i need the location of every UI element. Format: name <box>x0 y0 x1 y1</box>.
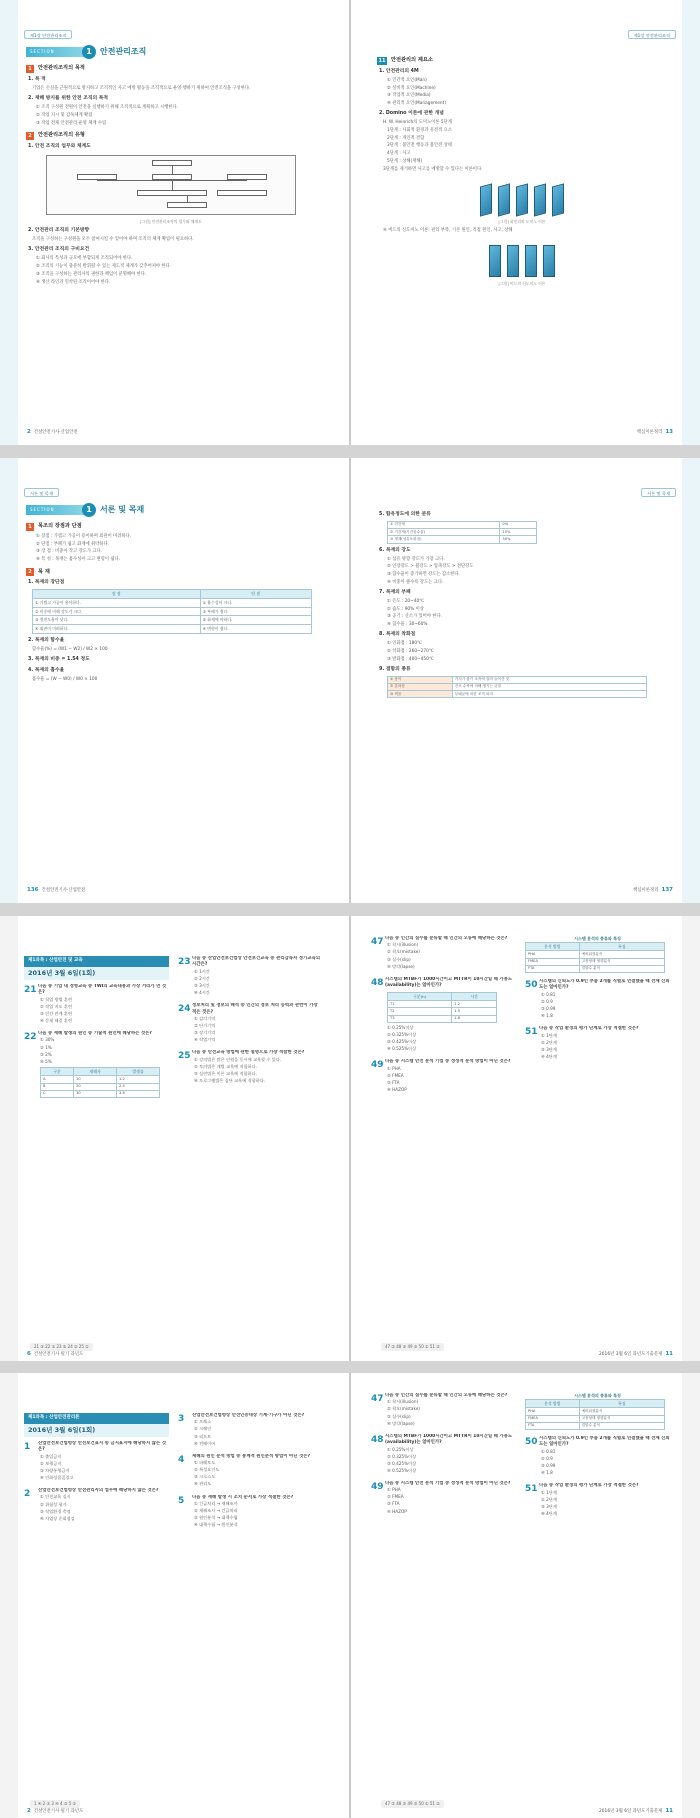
option[interactable]: ② 크레인 <box>194 1426 212 1432</box>
option[interactable]: ③ 실연법은 이론 교육에 적합하다. <box>194 1070 257 1076</box>
paragraph: H. W. Heinrich의 도미노이론 5단계 <box>383 120 452 126</box>
spread-4 <box>0 1373 700 1818</box>
side-table: 분석 방법 특징 PHA 예비위험분석 FMEA 고장형태 영향분석 FTA 결함수 분석 <box>525 942 665 973</box>
subheading: 2. Domino 이론에 관한 개념 <box>379 111 444 117</box>
section-header <box>26 45 316 59</box>
formula: 흡수율 = (W − W0) / W0 × 100 <box>32 676 98 682</box>
list-item: ③ 작업 전체 안전관리 운영 체계 수립 <box>36 120 107 126</box>
spread-separator <box>0 445 700 458</box>
question-text: 다음 중 시스템 안전 분석 기법 중 정성적 분석 방법이 아닌 것은? <box>385 1059 511 1065</box>
option[interactable]: ③ 작업환경 측정 <box>40 1508 71 1514</box>
option[interactable]: ② FMEA <box>387 1494 404 1500</box>
figure-caption: [그림] 버드의 신도미노 이론 <box>498 280 546 286</box>
option[interactable]: ② 0.9 <box>541 998 553 1004</box>
spread-2 <box>0 458 700 903</box>
subheading: 9. 결함의 종류 <box>379 666 411 672</box>
side-strip <box>682 916 700 1361</box>
question-number: 1 <box>24 1441 31 1452</box>
list-item: ③ 함수율이 증가하면 강도는 감소한다. <box>387 571 460 577</box>
subheading: 6. 목재의 강도 <box>379 547 411 553</box>
pros-cons-table: 장 점 단 점 ① 가볍고 가공이 용이하다. ① 흡수성이 크다. ② 비중에 비해 강도가 크다. ② 부패가 쉽다. ③ 열전도율이 낮다. ③ 화재에 약하다. ④ 외관이 미려하다. ④ 변형이 쉽다. <box>32 589 312 633</box>
section-title: 서론 및 목재 <box>100 505 145 515</box>
page-number: 136 <box>27 887 39 894</box>
paragraph: 조직을 구성하는 구성원을 모두 참여시킬 수 있어야 하며 조직의 체계 확립이 필요하다. <box>32 237 194 243</box>
option[interactable]: ① 안전교육 실시 <box>40 1494 71 1500</box>
option[interactable]: ② 2단계 <box>541 1496 557 1502</box>
section-number: 1 <box>82 503 96 517</box>
list-item: ② 조직의 기능이 충분히 발휘될 수 있는 제도적 체계가 갖추어져야 한다. <box>36 264 172 270</box>
figure-caption: [그림] 안전관리조직의 업무와 체계도 <box>140 218 202 224</box>
question-text: 산업안전보건법령상 안전관리자의 업무에 해당하지 않는 것은? <box>38 1488 159 1494</box>
heading: 11 안전관리의 제요소 <box>378 57 433 64</box>
question <box>24 1031 169 1098</box>
option[interactable]: ④ 컨베이어 <box>194 1440 216 1446</box>
side-strip <box>682 1373 700 1818</box>
option[interactable]: ② FMEA <box>387 1072 404 1078</box>
question-number: 23 <box>178 957 191 967</box>
option[interactable]: ④ 대책수립 → 원인분석 <box>194 1522 238 1528</box>
option[interactable]: ② 토의법은 개별 교육에 적합하다. <box>194 1063 257 1069</box>
option[interactable]: ③ FTA <box>387 1501 400 1507</box>
question-number: 47 <box>371 937 384 947</box>
side-table: 분석 방법 특징 PHA 예비위험분석 FMEA 고장형태 영향분석 FTA 결함수 분석 <box>525 1399 665 1430</box>
page-footer: 2 건설안전기사·산업안전 <box>27 429 78 436</box>
side-strip <box>0 1373 18 1818</box>
page-content <box>377 52 667 290</box>
list-item: ① 온도 : 20~40℃ <box>387 598 425 604</box>
option[interactable]: ② 0.325%이상 <box>387 1031 417 1037</box>
answer-key: 47 ② 48 ③ 49 ③ 50 ① 51 ② <box>381 1343 444 1351</box>
list-item: 4단계 : 사고 <box>387 151 411 157</box>
question-text: 다음 중 안전교육 방법에 관한 설명으로 가장 적합한 것은? <box>192 1050 305 1056</box>
option[interactable]: ① 착시(illusion) <box>387 942 419 948</box>
question-text: 시스템의 신뢰도가 0.9인 부품 2개를 직렬로 연결했을 때 전체 신뢰도는 얼마인가? <box>539 979 670 991</box>
page-11 <box>351 916 700 1361</box>
option[interactable]: ① 1단계 <box>541 1489 557 1495</box>
spread-1 <box>0 0 700 445</box>
question-text: 다음 중 산업안전보건법상 안전보건교육 중 관리감독자 정기교육의 시간은? <box>192 956 320 968</box>
option[interactable]: ① 출입금지 <box>40 1453 62 1459</box>
question <box>178 956 323 997</box>
subheading: 5. 함유정도에 의한 분류 <box>379 512 431 517</box>
option[interactable]: ③ 리프트 <box>194 1433 212 1439</box>
question-number: 51 <box>525 1484 538 1495</box>
section-title: 안전관리조직 <box>100 47 147 57</box>
question-text: 다음 중 작업 환경의 평가 단계로 가장 적절한 것은? <box>539 1026 639 1032</box>
question-text: 다음 중 재해 발생 시 조치 순서로 가장 적절한 것은? <box>192 1494 294 1500</box>
option[interactable]: ③ 크로스도 <box>194 1474 216 1480</box>
question-column-2 <box>178 956 323 1091</box>
option[interactable]: ④ 4시간 <box>194 990 210 996</box>
subheading: 3. 목재의 비중 = 1.54 정도 <box>28 656 90 662</box>
list-item: ④ 함수율 : 30~60% <box>387 622 428 627</box>
question-number: 51 <box>525 1027 538 1038</box>
option[interactable]: ③ 0.99 <box>541 1463 556 1468</box>
page-2 <box>0 0 349 445</box>
page-13 <box>351 0 700 445</box>
list-item: ① 장점 : 가볍고 가공이 용이하며 외관이 미려하다. <box>36 534 132 539</box>
question-text: 산업안전보건법령상 안전보건표지 중 금지표지에 해당하지 않는 것은? <box>38 1440 166 1453</box>
subheading: 4. 목재의 흡수율 <box>28 667 65 673</box>
list-item: ④ 관리적 요인(Management) <box>387 101 446 107</box>
option[interactable]: ② 작업 지도 훈련 <box>40 1003 73 1009</box>
question-column-1 <box>371 936 516 1100</box>
list-item: ④ 생산 라인과 밀착된 조직이어야 한다. <box>36 279 111 285</box>
option[interactable]: ③ 0.99 <box>541 1006 556 1011</box>
option[interactable]: ② 착오(mistake) <box>387 949 420 955</box>
spread-separator <box>0 903 700 916</box>
page-number: 11 <box>665 1808 673 1815</box>
option[interactable]: ③ 3단계 <box>541 1046 557 1052</box>
page-content <box>377 508 667 702</box>
option[interactable]: ③ 장기기억 <box>194 1030 216 1036</box>
side-strip <box>0 0 18 445</box>
list-item: ③ 발화점 : 400~450℃ <box>387 656 434 662</box>
question-column-2 <box>525 1393 670 1524</box>
option[interactable]: ② 착오(mistake) <box>387 1406 420 1412</box>
org-chart-diagram <box>46 155 296 215</box>
question-table: 구분 재해자 발생률 A 10 1.2 B 20 2.4 C 30 3.6 <box>40 1067 160 1098</box>
option[interactable]: ① 0.25%이상 <box>387 1446 414 1452</box>
option[interactable]: ③ 0.425%이상 <box>387 1038 417 1044</box>
option[interactable]: ③ 인간 관계 훈련 <box>40 1010 73 1016</box>
question <box>525 1483 670 1518</box>
option[interactable]: ② 0.325%이상 <box>387 1453 417 1459</box>
page-number: 11 <box>665 1351 673 1358</box>
question-number: 4 <box>178 1454 185 1465</box>
list-item: 1단계 : 사회적 환경과 유전적 요소 <box>387 128 452 133</box>
question-number: 49 <box>371 1060 384 1071</box>
page-footer: 136 건설안전기사·산업안전 <box>27 887 86 894</box>
option[interactable]: ④ 사업장 순회점검 <box>40 1515 75 1521</box>
question <box>24 1441 169 1482</box>
subheading: 2. 안전관리 조직의 기본방향 <box>28 228 90 234</box>
option[interactable]: ④ HAZOP <box>387 1086 407 1092</box>
option[interactable]: ② 보행금지 <box>40 1460 62 1466</box>
option[interactable]: ① 파레토도 <box>194 1460 216 1466</box>
option[interactable]: ③ 3시간 <box>194 982 210 988</box>
question-text: 다음 중 시스템 안전 분석 기법 중 정성적 분석 방법이 아닌 것은? <box>385 1480 511 1486</box>
question-number: 22 <box>24 1032 37 1043</box>
question-text: 재해의 원인 분석 방법 중 통계적 원인분석 방법이 아닌 것은? <box>192 1453 311 1459</box>
question <box>371 1481 516 1516</box>
heading: 1 목조의 장점과 단점 <box>26 523 316 531</box>
page-footer: 핵심이론정리 13 <box>636 429 673 436</box>
list-item: ③ 장 점 : 비중이 작고 강도가 크다. <box>36 549 103 555</box>
page-6 <box>0 916 349 1361</box>
option[interactable]: ① 작업 방법 훈련 <box>40 996 73 1002</box>
question <box>371 1434 516 1475</box>
domino-figure-2 <box>377 239 667 277</box>
question-text: 산업안전보건법령상 안전인증대상 기계·기구가 아닌 것은? <box>192 1413 305 1418</box>
question <box>525 1026 670 1061</box>
question-text: 다음 중 기업 내 정형교육 중 TWI의 교육내용과 가장 거리가 먼 것은? <box>38 983 167 996</box>
question-number: 50 <box>525 980 538 991</box>
spread-3 <box>0 916 700 1361</box>
option[interactable]: ① 30% <box>40 1037 55 1043</box>
option[interactable]: ② 재해조사 → 긴급처리 <box>194 1507 238 1513</box>
list-item: ② 단점 : 부패가 쉽고 화재에 취약하다. <box>36 541 109 547</box>
subheading: 2. 재해 방지를 위한 안전 조직의 목적 <box>28 96 109 102</box>
question <box>178 1454 323 1489</box>
subheading: 7. 목재의 부패 <box>379 589 411 595</box>
option[interactable]: ④ 4단계 <box>541 1510 557 1516</box>
option[interactable]: ② 2단계 <box>541 1039 557 1045</box>
subheading: 1. 안전 조직의 업무와 체계도 <box>28 143 91 149</box>
exam-subject: 제1과목 : 산업안전 및 교육 <box>24 956 169 967</box>
question-text: 다음 중 인간의 실수를 분류할 때 인간의 오류에 해당하는 것은? <box>385 1393 508 1398</box>
question <box>178 1413 323 1448</box>
side-table-title: 시스템 분석의 종류와 특징 <box>574 936 621 941</box>
paragraph: 기업은 손실을 근원적으로 방지하고 조직적인 사고 예방 활동을 조직적으로 운영·행하기 위하여 안전조직을 구성한다. <box>32 85 251 91</box>
option[interactable]: ② 단기기억 <box>194 1022 216 1028</box>
option[interactable]: ④ HAZOP <box>387 1508 407 1514</box>
moisture-table: ① 전건재 0% ② 기건재(기건함수율) 15% ③ 생재(섬유포화점) 30% <box>387 521 537 544</box>
paragraph: 3단계를 제거하면 사고를 예방할 수 있다는 이론이다. <box>383 166 483 172</box>
side-table-title: 시스템 분석의 종류와 특징 <box>574 1393 621 1398</box>
subheading: 1. 목재의 장단점 <box>28 580 65 586</box>
option[interactable]: ② 2시간 <box>194 975 210 981</box>
question <box>178 1495 323 1530</box>
exam-date: 2016년 3월 6일(1회) <box>24 1424 169 1437</box>
question-column-2 <box>178 1413 323 1535</box>
list-item: ② 착화점 : 260~270℃ <box>387 648 434 654</box>
domino-figure <box>377 177 667 215</box>
option[interactable]: ② 1% <box>40 1044 52 1050</box>
list-item: 3단계 : 불안전 행동과 불안전 상태 <box>387 143 452 149</box>
question-text: 다음 중 재해 발생의 원인 중 기술적 원인에 해당하는 것은? <box>38 1031 152 1037</box>
page-11b <box>351 1373 700 1818</box>
subheading: 2. 목재의 함수율 <box>28 637 65 643</box>
subheading: 3. 안전관리 조직의 구비요건 <box>28 247 90 253</box>
question-column-1 <box>24 956 169 1104</box>
question-number: 25 <box>178 1051 191 1062</box>
question-number: 47 <box>371 1394 384 1404</box>
option[interactable]: ① 0.25%이상 <box>387 1024 414 1030</box>
list-item: ① 섬유 방향 강도가 가장 크다. <box>387 556 445 562</box>
option[interactable]: ② 위험성 평가 <box>40 1501 67 1507</box>
option[interactable]: ④ 1.8 <box>541 1470 553 1476</box>
option[interactable]: ③ FTA <box>387 1079 400 1085</box>
option[interactable]: ④ 인화성물질경고 <box>40 1474 74 1480</box>
question <box>371 936 516 971</box>
page-number: 13 <box>665 429 673 436</box>
page-footer: 2016년 3월 6일 과년도기출문제 11 <box>598 1351 673 1358</box>
question <box>24 1488 169 1523</box>
option[interactable]: ④ 0.525%이상 <box>387 1467 417 1473</box>
page-content <box>26 503 316 684</box>
option[interactable]: ① 0.81 <box>541 1448 556 1454</box>
heading: 1 안전관리조직의 목적 <box>26 65 316 73</box>
list-item: ① 조직 구성원 전원이 안전을 실행하기 위해 조직적으로 계획하고 시행한다. <box>36 105 179 111</box>
question-number: 21 <box>24 984 37 995</box>
page-number: 2 <box>27 429 31 436</box>
side-strip <box>682 0 700 445</box>
option[interactable]: ① PHA <box>387 1065 401 1071</box>
question <box>371 977 516 1053</box>
heading: 2 안전관리조직의 유형 <box>26 132 316 140</box>
question <box>525 979 670 1020</box>
answer-key: 21 ③ 22 ① 23 ② 24 ② 25 ① <box>30 1343 93 1351</box>
option[interactable]: ③ 실수(slip) <box>387 1413 411 1419</box>
option[interactable]: ④ 1.8 <box>541 1013 553 1019</box>
option[interactable]: ① 강의법은 많은 인원을 동시에 교육할 수 있다. <box>194 1056 282 1062</box>
list-item: ② 설비적 요인(Machine) <box>387 85 436 91</box>
section-number: 1 <box>82 45 96 59</box>
option[interactable]: ③ 실수(slip) <box>387 956 411 962</box>
question <box>525 1436 670 1477</box>
question-column-1 <box>24 1413 169 1529</box>
section-word: SECTION <box>26 47 86 57</box>
formula: 함수율(%) = (W1 − W2) / W2 × 100 <box>32 646 108 652</box>
option[interactable]: ④ 5% <box>40 1058 52 1064</box>
question-column-1 <box>371 1393 516 1522</box>
option[interactable]: ③ 원인분석 → 대책수립 <box>194 1515 238 1521</box>
option[interactable]: ③ 차량통행금지 <box>40 1467 70 1473</box>
option[interactable]: ③ 3단계 <box>541 1503 557 1509</box>
list-item: ③ 공기 : 산소가 있어야 한다. <box>387 614 443 620</box>
list-item: ① 인화점 : 180℃ <box>387 641 422 647</box>
question-text: 다음 중 작업 환경의 평가 단계로 가장 적절한 것은? <box>539 1483 639 1489</box>
option[interactable]: ③ 2% <box>40 1051 52 1057</box>
page-footer: 2 건설안전기사 필기 과년도 <box>27 1808 84 1815</box>
section-header <box>26 503 316 517</box>
section-word: SECTION <box>26 505 86 515</box>
option[interactable]: ① 긴급처리 → 재해조사 <box>194 1500 238 1506</box>
paragraph: ④ 버드의 신도미노 이론: 관리 부족, 기본 원인, 직접 원인, 사고, 상해 <box>383 228 513 234</box>
option[interactable]: ① 1시간 <box>194 968 210 974</box>
page-137 <box>351 458 700 903</box>
page-footer: 핵심이론정리 137 <box>633 887 673 894</box>
chapter-tab: 서론 및 목재 <box>641 488 676 497</box>
question-text: 시스템의 MTBF가 1000시간이고 MTTR이 10시간일 때 가용도(availability)는 얼마인가? <box>385 1433 513 1446</box>
option[interactable]: ④ 망각(lapse) <box>387 1420 415 1426</box>
question-number: 5 <box>178 1495 185 1506</box>
option[interactable]: ① 1단계 <box>541 1032 557 1038</box>
question-number: 24 <box>178 1004 191 1015</box>
list-item: ④ 특 성 : 목재는 흡수성이 크고 변형이 쉽다. <box>36 557 121 563</box>
page-footer: 6 건설안전기사 필기 과년도 <box>27 1351 84 1358</box>
option[interactable]: ④ 0.525%이상 <box>387 1046 417 1052</box>
option[interactable]: ① PHA <box>387 1487 401 1493</box>
option[interactable]: ④ 프로그램법은 집단 교육에 적합하다. <box>194 1077 266 1083</box>
page-number: 2 <box>27 1808 31 1815</box>
option[interactable]: ④ 망각(lapse) <box>387 963 415 969</box>
page-136 <box>0 458 349 903</box>
option[interactable]: ① 0.81 <box>541 991 556 997</box>
chapter-tab: 제1장 안전관리조직 <box>24 30 72 39</box>
question <box>371 1059 516 1094</box>
option[interactable]: ④ 관리도 <box>194 1481 212 1487</box>
list-item: ③ 조직을 구성하는 관리자의 권한과 책임이 분명해야 한다. <box>36 271 147 277</box>
defects-table: ① 옹이 가지가 줄기 조직에 말려 들어간 것 ② 갈라짐 건조 수축에 의해 생기는 균열 ③ 썩음 부패균에 의한 조직 파괴 <box>387 676 647 699</box>
heading: 2 목 재 <box>26 568 316 576</box>
question-text: 시스템의 MTBF가 1000시간이고 MTTR이 10시간일 때 가용도(availability)는 얼마인가? <box>385 976 513 989</box>
chapter-tab: 서론 및 목재 <box>24 488 59 497</box>
list-item: ① 인간적 요인(Man) <box>387 77 427 83</box>
question-number: 2 <box>24 1489 31 1500</box>
list-item: ① 회사의 특성과 규모에 부합되게 조직되어야 한다. <box>36 256 133 262</box>
side-strip <box>682 458 700 903</box>
option[interactable]: ③ 0.425%이상 <box>387 1460 417 1466</box>
question-column-2 <box>525 936 670 1067</box>
option[interactable]: ① 착시(illusion) <box>387 1399 419 1405</box>
exam-date: 2016년 3월 6일(1회) <box>24 967 169 980</box>
option[interactable]: ④ 문제 해결 훈련 <box>40 1017 73 1023</box>
question-table: 구분(h) 시간 T1 1.2 T2 1.5 T3 1.8 <box>387 992 497 1023</box>
question-number: 3 <box>178 1414 185 1424</box>
side-strip <box>0 916 18 1361</box>
page-number: 137 <box>661 887 673 894</box>
list-item: ② 작업 지시 및 감독체계 확립 <box>36 112 93 118</box>
question-text: 정보처리 및 정보의 해석 중 인간의 정보 처리 능력과 관련이 가장 적은 것은? <box>192 1003 318 1015</box>
list-item: ④ 비중이 클수록 강도는 크다. <box>387 579 444 585</box>
answer-key: 47 ② 48 ③ 49 ③ 50 ① 51 ② <box>381 1800 444 1808</box>
option[interactable]: ② 특성요인도 <box>194 1467 220 1473</box>
list-item: ② 습도 : 90% 이상 <box>387 606 424 612</box>
question <box>24 984 169 1025</box>
subheading: 8. 목재의 착화점 <box>379 632 416 638</box>
list-item: ② 인장강도 > 휨강도 > 압축강도 > 전단강도 <box>387 564 474 570</box>
subheading: 1. 안전관리의 4M <box>379 69 419 74</box>
chapter-tab: 제1장 안전관리조직 <box>628 30 676 39</box>
option[interactable]: ④ 4단계 <box>541 1053 557 1059</box>
question-number: 48 <box>371 1434 384 1445</box>
side-strip <box>0 458 18 903</box>
question-text: 다음 중 인간의 실수를 분류할 때 인간의 오류에 해당하는 것은? <box>385 936 508 941</box>
list-item: 2단계 : 개인적 결함 <box>387 135 425 141</box>
question-number: 50 <box>525 1437 538 1448</box>
list-item: 5단계 : 상해(재해) <box>387 158 423 164</box>
question-number: 49 <box>371 1481 384 1492</box>
subheading: 1. 목 적 <box>28 77 46 82</box>
page-content <box>26 45 316 287</box>
page-2b <box>0 1373 349 1818</box>
exam-subject: 제1과목 : 산업안전관리론 <box>24 1413 169 1424</box>
option[interactable]: ② 0.9 <box>541 1455 553 1461</box>
option[interactable]: ④ 작업기억 <box>194 1037 216 1043</box>
question-number: 48 <box>371 977 384 988</box>
page-number: 6 <box>27 1351 31 1358</box>
question <box>178 1003 323 1044</box>
question <box>371 1393 516 1428</box>
figure-caption: [그림] 하인리히 도미노 이론 <box>498 218 546 224</box>
option[interactable]: ① 프레스 <box>194 1419 212 1425</box>
list-item: ③ 작업적 요인(Media) <box>387 93 431 99</box>
option[interactable]: ① 감각기억 <box>194 1015 216 1021</box>
question <box>178 1050 323 1085</box>
question-text: 시스템의 신뢰도가 0.9인 부품 2개를 직렬로 연결했을 때 전체 신뢰도는 얼마인가? <box>539 1436 670 1448</box>
answer-key: 1 ④ 2 ③ 3 ④ 4 ③ 5 ① <box>30 1800 80 1808</box>
page-footer: 2016년 3월 6일 과년도기출문제 11 <box>598 1808 673 1815</box>
